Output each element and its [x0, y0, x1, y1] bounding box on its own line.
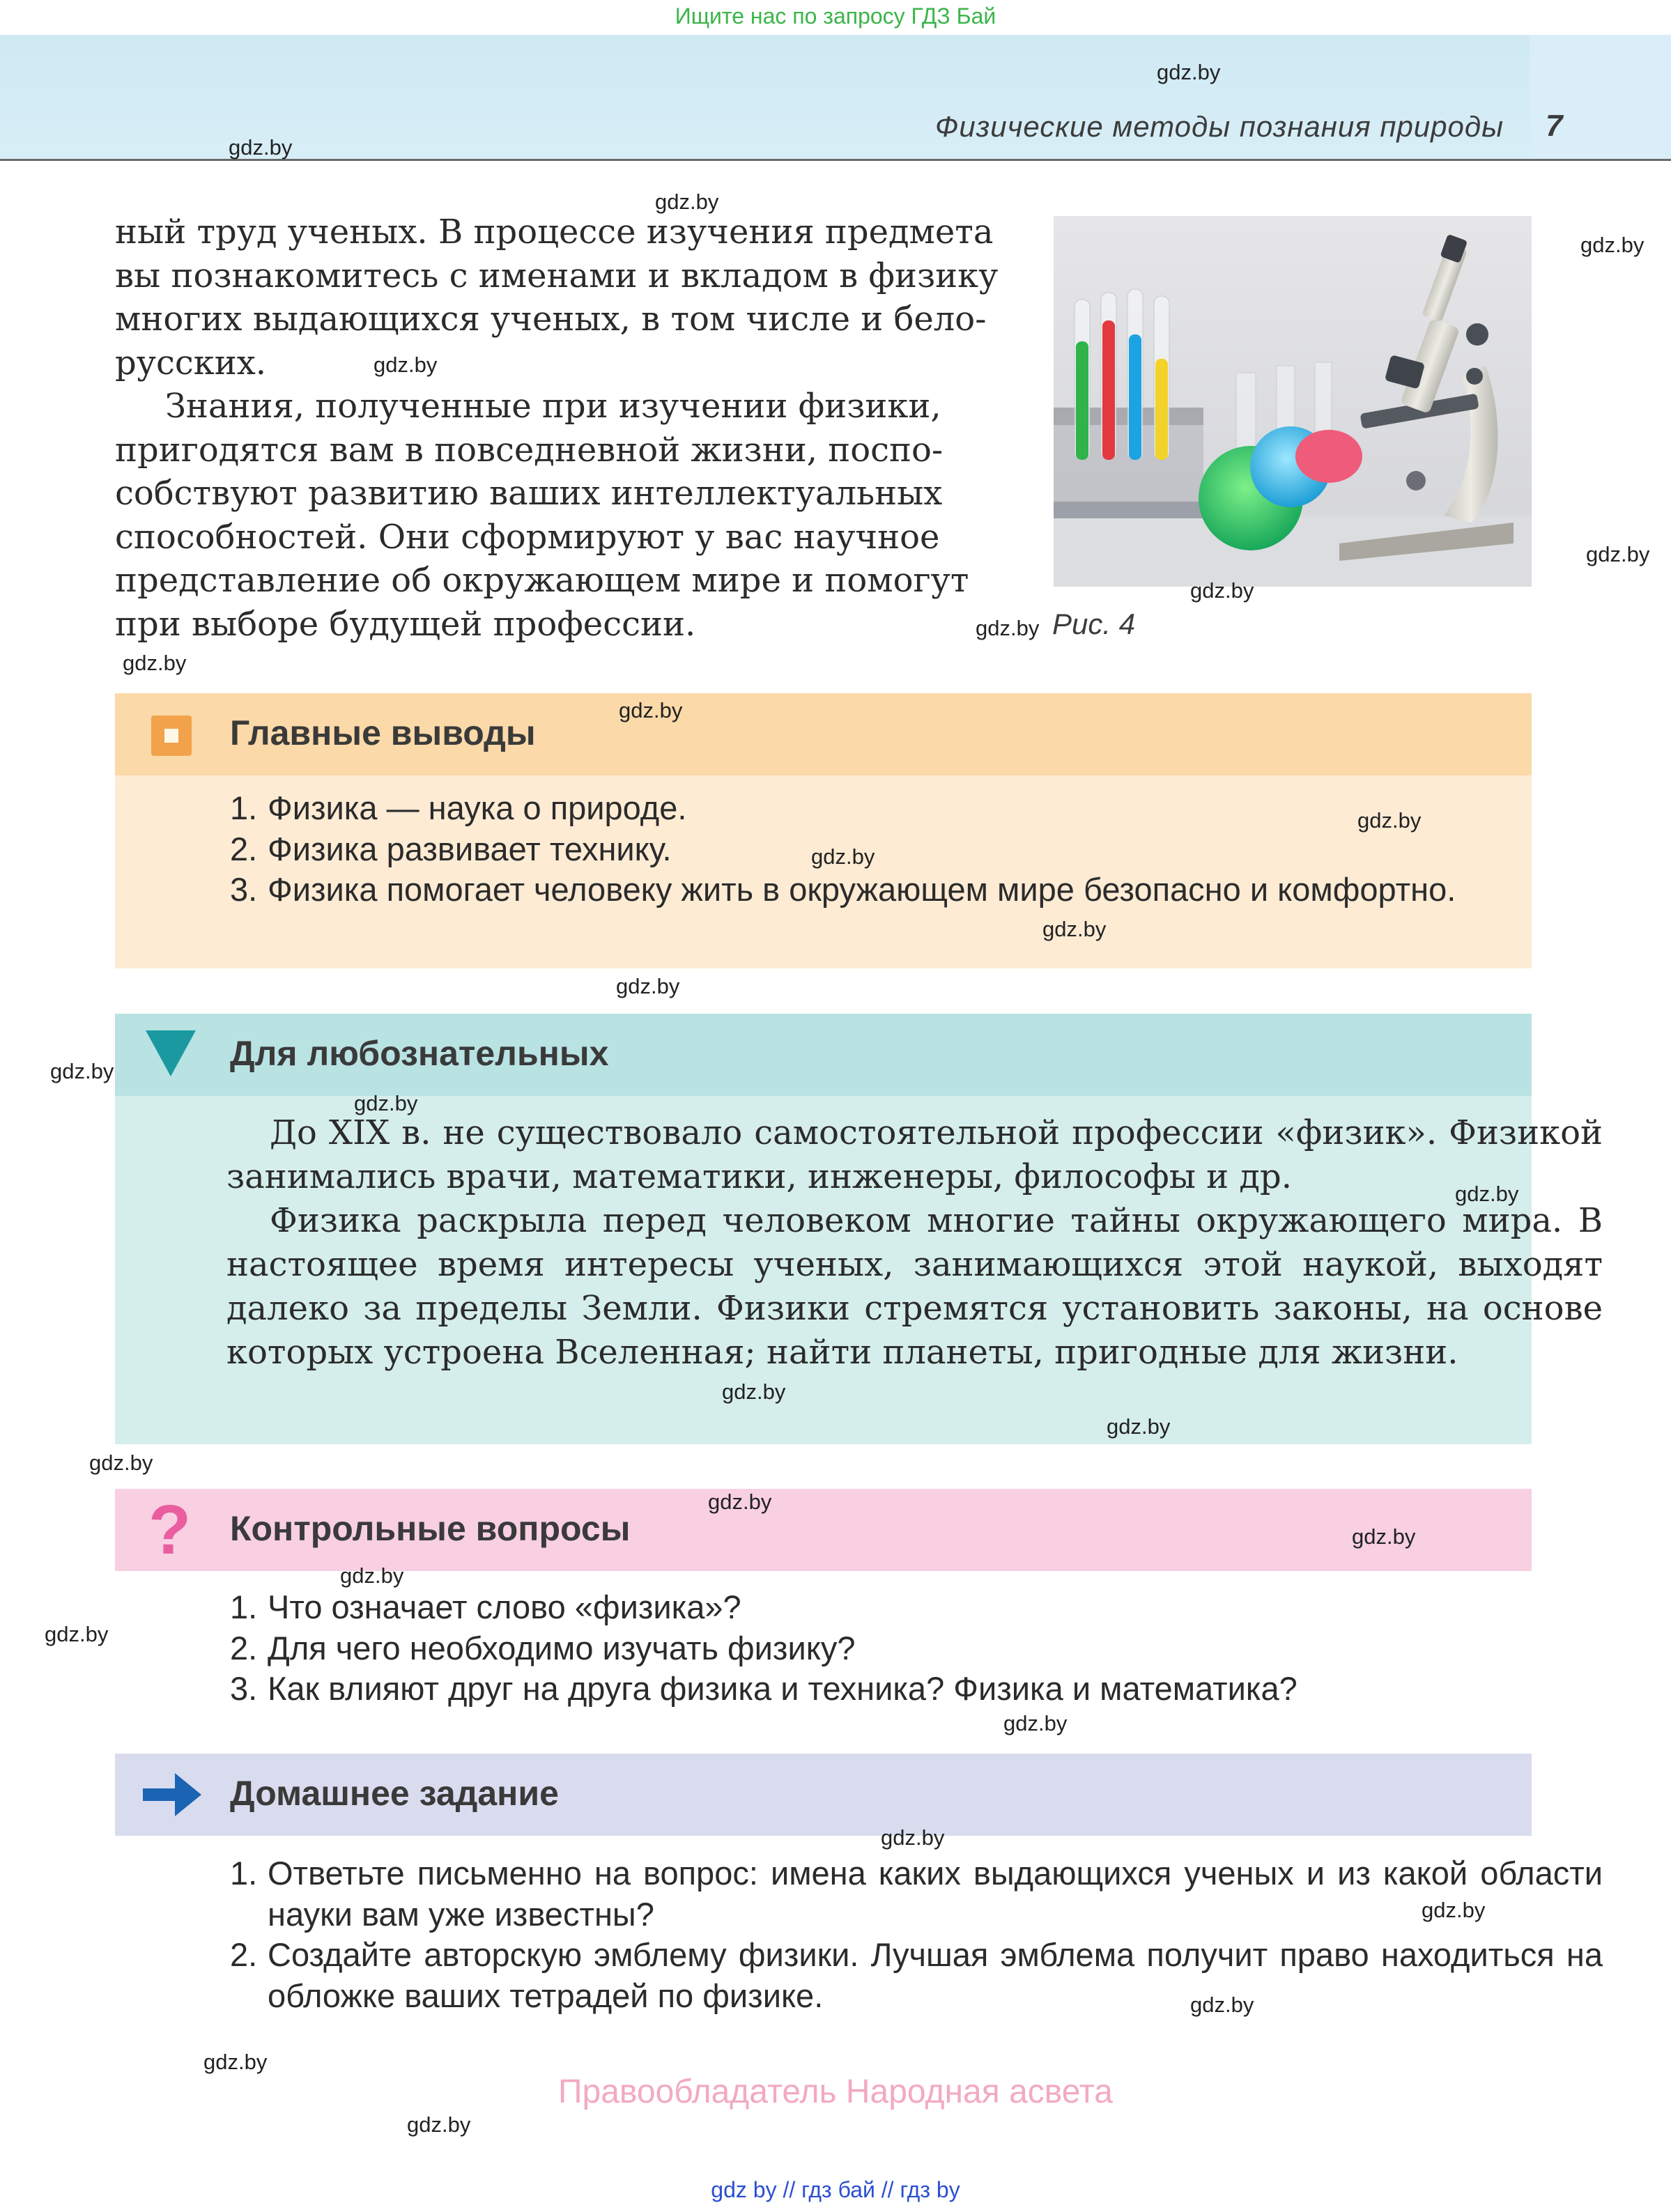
list-item: 1. Ответьте письменно на вопрос: имена каких выдающихся ученых и из какой области науки вам уже известны? [230, 1855, 1603, 1933]
watermark: gdz.by [1107, 1414, 1171, 1439]
arrow-right-icon [143, 1773, 201, 1816]
triangle-down-icon [146, 1030, 196, 1076]
watermark: gdz.by [1580, 233, 1645, 257]
conclusions-title: Главные выводы [230, 713, 536, 752]
watermark: gdz.by [229, 135, 293, 160]
intro-line: при выборе будущей профессии. [115, 604, 696, 644]
top-banner-note: Ищите нас по запросу ГДЗ Бай [675, 3, 996, 29]
homework-list [230, 1853, 1603, 2016]
lab-photo [1054, 216, 1532, 587]
intro-line: вы познакомитесь с именами и вкладом в физику [115, 256, 999, 295]
watermark: gdz.by [881, 1825, 945, 1850]
questions-list [230, 1587, 1603, 1710]
watermark: gdz.by [708, 1490, 772, 1514]
watermark: gdz.by [1003, 1711, 1068, 1735]
watermark: gdz.by [976, 616, 1040, 640]
conclusions-body [115, 775, 1532, 968]
watermark: gdz.by [354, 1091, 418, 1115]
watermark: gdz.by [1455, 1182, 1519, 1206]
copyright-note: Правообладатель Народная асвета [558, 2073, 1113, 2110]
list-item: 3. Как влияют друг на друга физика и техника? Физика и математика? [230, 1670, 1297, 1707]
watermark: gdz.by [1586, 542, 1650, 566]
curious-paragraph: Физика раскрыла перед человеком многие тайны окружающего мира. В настоящее время интересы ученых, занимающихся этой наукой, выходят далеко за пределы Земли. Физики стремятся установить законы, на основе которых устроена Вселенная; найти планеты, пригодные для жизни. [226, 1201, 1603, 1372]
curious-body [115, 1096, 1603, 1444]
list-item: 2. Создайте авторскую эмблему физики. Лучшая эмблема получит право находиться на обложке ваших тетрадей по физике. [230, 1936, 1603, 2014]
curious-title: Для любознательных [230, 1034, 609, 1073]
list-item: 3. Физика помогает человеку жить в окружающем мире безопасно и комфортно. [230, 871, 1456, 908]
list-item: 2. Физика развивает технику. [230, 830, 672, 867]
watermark: gdz.by [811, 844, 875, 869]
curious-paragraph: До XIX в. не существовало самостоятельной профессии «физик». Физикой занимались врачи, математики, инженеры, философы и др. [226, 1113, 1603, 1196]
questions-header [115, 1489, 1532, 1571]
curious-header [115, 1014, 1532, 1096]
question-mark-icon: ? [148, 1491, 192, 1569]
conclusions-header [115, 693, 1532, 775]
watermark: gdz.by [1357, 808, 1422, 833]
watermark: gdz.by [1190, 578, 1254, 603]
intro-line: Знания, полученные при изучении физики, [165, 387, 941, 426]
intro-line: пригодятся вам в повседневной жизни, поспо- [115, 430, 944, 470]
watermark: gdz.by [655, 190, 719, 214]
watermark: gdz.by [374, 353, 438, 377]
watermark: gdz.by [50, 1059, 114, 1083]
intro-line: многих выдающихся ученых, в том числе и бело- [115, 300, 987, 339]
watermark: gdz.by [1422, 1898, 1486, 1922]
watermark: gdz.by [1190, 1993, 1254, 2017]
intro-line: русских. [115, 343, 267, 382]
questions-title: Контрольные вопросы [230, 1509, 631, 1548]
list-item: 1. Физика — наука о природе. [230, 789, 687, 826]
watermark: gdz.by [1042, 917, 1107, 941]
watermark: gdz.by [1352, 1524, 1416, 1549]
watermark: gdz.by [340, 1563, 404, 1588]
watermark: gdz.by [123, 651, 187, 675]
watermark: gdz.by [722, 1379, 786, 1404]
watermark: gdz.by [616, 974, 680, 998]
watermark: gdz.by [203, 2050, 268, 2074]
intro-line: ный труд ученых. В процессе изучения предмета [115, 212, 994, 252]
bottom-site-links[interactable]: gdz by // гдз бай // гдз by [711, 2177, 960, 2202]
watermark: gdz.by [619, 698, 683, 722]
square-bullet-icon [151, 716, 192, 756]
figure-caption: Рис. 4 [1052, 608, 1136, 640]
intro-line: представление об окружающем мире и помогут [115, 561, 969, 600]
intro-line: способностей. Они сформируют у вас научное [115, 517, 940, 557]
intro-line: собствуют развитию ваших интеллектуальных [115, 474, 943, 513]
watermark: gdz.by [89, 1451, 153, 1475]
watermark: gdz.by [407, 2112, 471, 2137]
page-number: 7 [1546, 109, 1563, 143]
list-item: 1. Что означает слово «физика»? [230, 1588, 741, 1625]
intro-text [115, 210, 1010, 646]
watermark: gdz.by [45, 1622, 109, 1646]
homework-header [115, 1754, 1532, 1836]
running-title: Физические методы познания природы [934, 110, 1504, 143]
homework-title: Домашнее задание [230, 1774, 559, 1813]
conclusions-list [230, 788, 1603, 911]
list-item: 2. Для чего необходимо изучать физику? [230, 1629, 856, 1666]
watermark: gdz.by [1157, 60, 1221, 84]
